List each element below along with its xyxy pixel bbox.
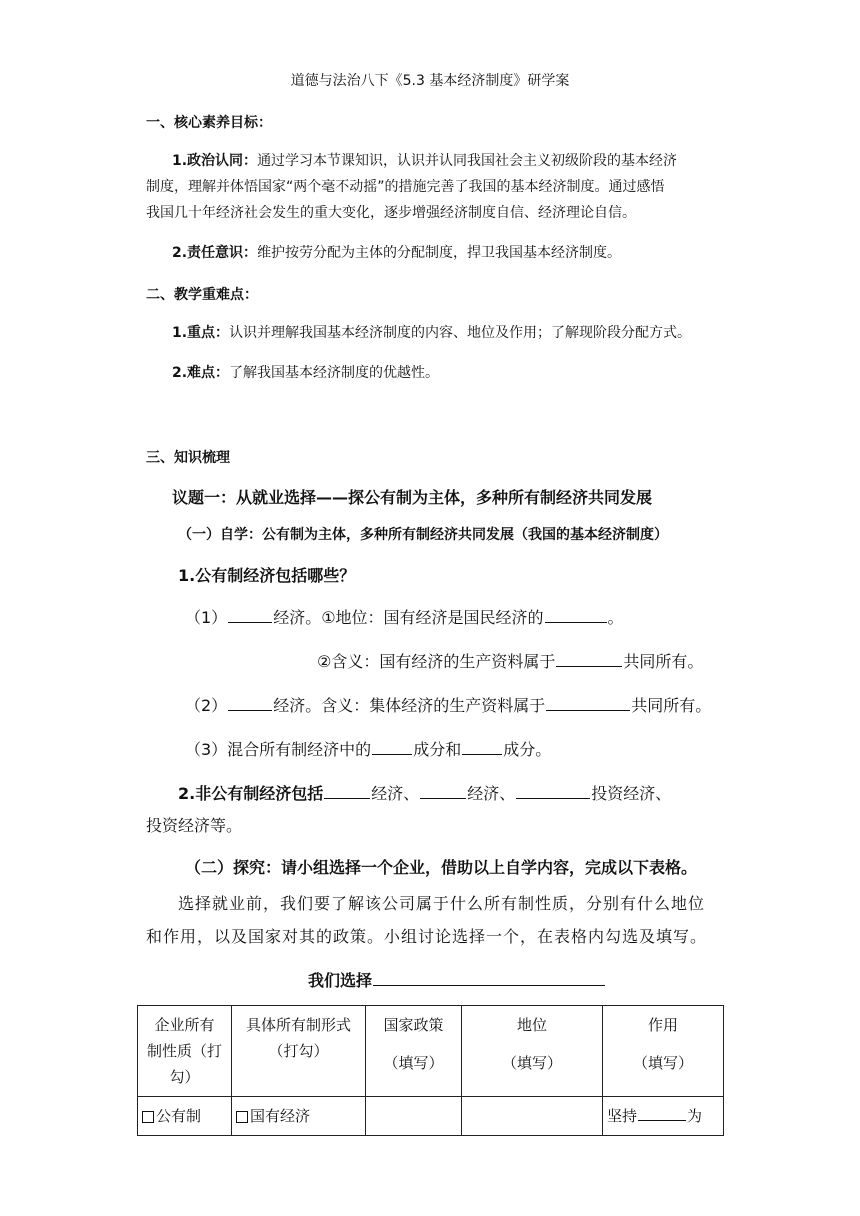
question-2-line2: 投资经济等。 (146, 816, 243, 835)
q2-mid1: 经济、 (371, 784, 420, 803)
header-ownership (138, 1006, 232, 1097)
header-policy (366, 1006, 462, 1097)
topic-heading: 议题一：从就业选择——探公有制为主体，多种所有制经济共同发展 (172, 488, 653, 507)
intro-line-1: 选择就业前，我们要了解该公司属于什么所有制性质，分别有什么地位 (178, 894, 706, 913)
section-2-heading: 二、教学重难点： (146, 287, 258, 303)
q1-a1-end: 。 (607, 608, 624, 627)
q1-c-end: 成分。 (503, 740, 552, 759)
q2-end: 投资经济、 (591, 784, 672, 803)
cell-role[interactable] (603, 1097, 724, 1136)
fill-blank[interactable] (516, 784, 590, 799)
q1-b-text: 经济。含义：集体经济的生产资料属于 (273, 696, 546, 715)
header-specific-form (232, 1006, 366, 1097)
cell-specific-form[interactable] (232, 1097, 366, 1136)
q1-b-end: 共同所有。 (631, 696, 712, 715)
header-role (603, 1006, 724, 1097)
s1-p2-text: 维护按劳分配为主体的分配制度，捍卫我国基本经济制度。 (257, 245, 622, 261)
header-line: 国家政策 (383, 1016, 444, 1034)
fill-blank[interactable] (324, 784, 370, 799)
s2-p1-text: 认识并理解我国基本经济制度的内容、地位及作用；了解现阶段分配方式。 (229, 325, 692, 341)
fill-blank[interactable] (638, 1106, 686, 1121)
header-line: 作用 (647, 1016, 678, 1034)
s2-p1-label: 1.重点： (172, 325, 230, 341)
s2-p2-label: 2.难点： (172, 365, 230, 381)
table-row (138, 1097, 724, 1136)
intro-line-2: 和作用，以及国家对其的政策。小组讨论选择一个，在表格内勾选及填写。 (146, 927, 708, 946)
header-line: （打勾） (268, 1042, 329, 1060)
header-line: （填写） (383, 1054, 444, 1072)
header-line: （填写） (632, 1054, 693, 1072)
cell-text: 坚持 (607, 1107, 638, 1125)
q1-answer-1 (185, 605, 624, 628)
q1-a2-end: 共同所有。 (623, 652, 704, 671)
q1-a2-text: ②含义：国有经济的生产资料属于 (317, 652, 556, 671)
header-line: 勾） (169, 1068, 200, 1086)
fill-blank[interactable] (556, 652, 622, 667)
fill-blank[interactable] (228, 696, 272, 711)
q1-answer-3 (185, 737, 551, 760)
cell-status[interactable] (462, 1097, 603, 1136)
q1-a1-prefix: （1） (185, 608, 228, 627)
cell-text: 为 (687, 1107, 703, 1125)
fill-blank[interactable] (228, 608, 272, 623)
fill-blank[interactable] (420, 784, 466, 799)
s2-p1 (172, 322, 691, 342)
q1-a1-text: 经济。①地位：国有经济是国民经济的 (273, 608, 544, 627)
s1-p1-line1 (172, 150, 677, 170)
subsection-2-heading: （二）探究：请小组选择一个企业，借助以上自学内容，完成以下表格。 (185, 858, 698, 877)
cell-text: 公有制 (156, 1107, 202, 1125)
q1-c-text: （3）混合所有制经济中的 (185, 740, 372, 759)
cell-ownership[interactable] (138, 1097, 232, 1136)
s1-p1-line2: 制度，理解并体悟国家“两个毫不动摇”的措施完善了我国的基本经济制度。通过感悟 (146, 179, 665, 195)
question-1: 1.公有制经济包括哪些？ (178, 566, 356, 585)
q2-mid2: 经济、 (467, 784, 516, 803)
cell-text: 国有经济 (250, 1107, 311, 1125)
choose-line (308, 968, 606, 991)
s2-p2-text: 了解我国基本经济制度的优越性。 (229, 365, 440, 381)
question-2 (178, 781, 671, 804)
section-3-heading: 三、知识梳理 (146, 450, 230, 466)
header-status (462, 1006, 603, 1097)
choose-blank[interactable] (373, 969, 605, 986)
enterprise-table (137, 1005, 724, 1136)
q1-b-prefix: （2） (185, 696, 228, 715)
header-line: 具体所有制形式 (245, 1016, 351, 1034)
s1-p1-label: 1.政治认同： (172, 153, 258, 169)
header-line: 制性质（打 (146, 1042, 222, 1060)
table-header-row (138, 1006, 724, 1097)
q2-label: 2.非公有制经济包括 (178, 784, 324, 803)
s1-p2-label: 2.责任意识： (172, 245, 258, 261)
fill-blank[interactable] (372, 740, 412, 755)
q1-answer-1b (317, 649, 703, 672)
fill-blank[interactable] (545, 608, 607, 623)
header-line: 地位 (516, 1016, 547, 1034)
header-line: 企业所有 (154, 1016, 215, 1034)
subsection-1-heading: （一）自学：公有制为主体，多种所有制经济共同发展（我国的基本经济制度） (178, 527, 668, 543)
cell-policy[interactable] (366, 1097, 462, 1136)
header-line: （填写） (501, 1054, 562, 1072)
s1-p2 (172, 242, 621, 262)
document-title: 道德与法治八下《5.3 基本经济制度》研学案 (290, 73, 570, 89)
fill-blank[interactable] (546, 696, 630, 711)
q1-c-mid: 成分和 (413, 740, 462, 759)
choose-label: 我们选择 (308, 971, 373, 990)
s1-p1-line3: 我国几十年经济社会发生的重大变化，逐步增强经济制度自信、经济理论自信。 (146, 205, 636, 221)
checkbox[interactable] (142, 1111, 154, 1123)
s1-p1-text1: 通过学习本节课知识，认识并认同我国社会主义初级阶段的基本经济 (257, 153, 678, 169)
checkbox[interactable] (236, 1111, 248, 1123)
section-1-heading: 一、核心素养目标： (146, 115, 272, 131)
q1-answer-2 (185, 693, 711, 716)
fill-blank[interactable] (462, 740, 502, 755)
s2-p2 (172, 362, 439, 382)
